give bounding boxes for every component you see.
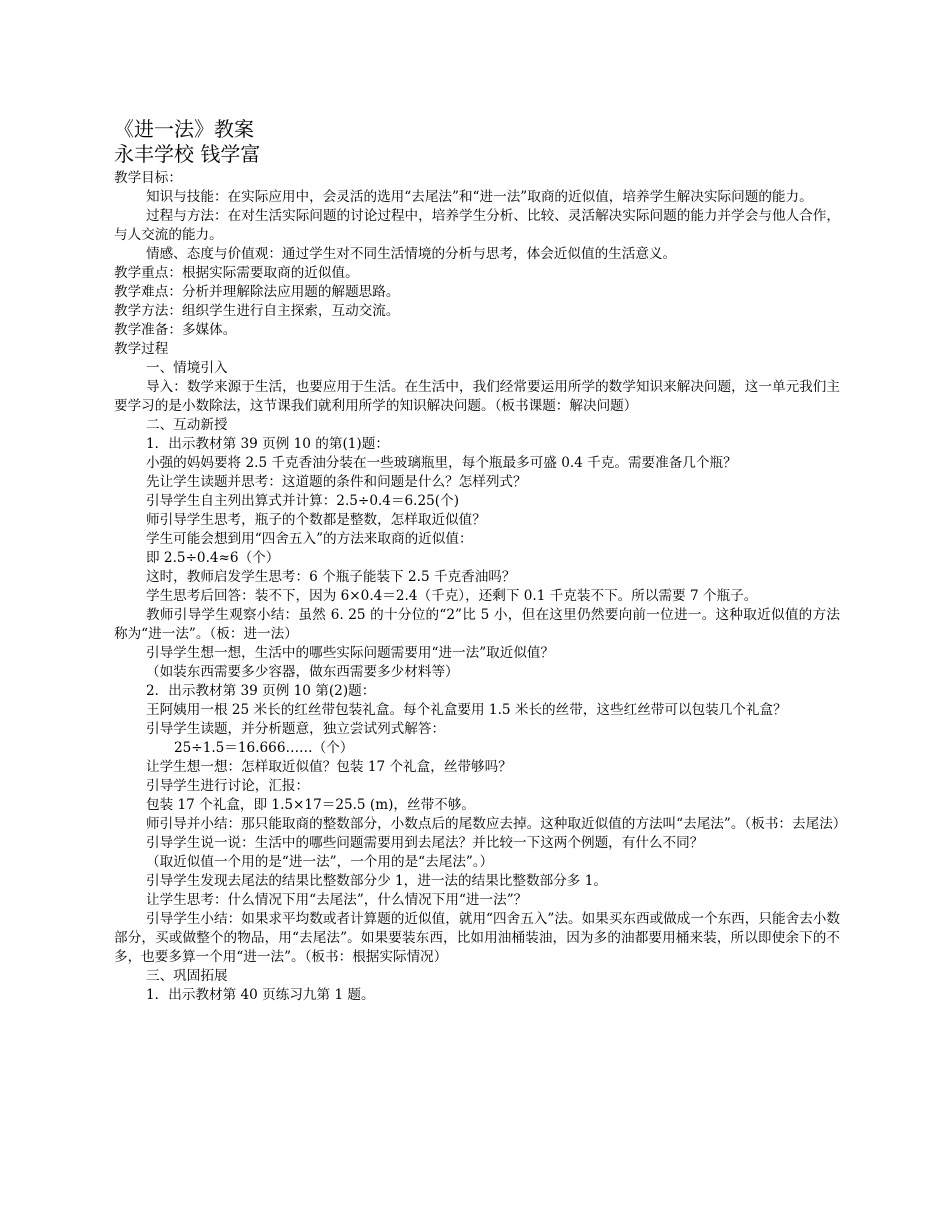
paragraph: 先让学生读题并思考：这道题的条件和问题是什么？怎样列式？: [146, 474, 527, 490]
paragraph: 这时，教师启发学生思考：6 个瓶子能装下 2.5 千克香油吗？: [146, 569, 516, 585]
paragraph: 小强的妈妈要将 2.5 千克香油分装在一些玻璃瓶里，每个瓶最多可盛 0.4 千克。需要准备几个瓶？: [146, 455, 737, 471]
paragraph: 王阿姨用一根 25 米长的红丝带包装礼盒。每个礼盒要用 1.5 米长的丝带，这些红丝带可以包装几个礼盒？: [146, 702, 787, 718]
paragraph: 让学生想一想：怎样取近似值？包装 17 个礼盒，丝带够吗？: [146, 759, 512, 775]
paragraph: 师引导学生思考，瓶子的个数都是整数，怎样取近似值？: [146, 512, 486, 528]
section-heading-objectives: 教学目标：: [114, 170, 182, 186]
paragraph: 引导学生读题，并分析题意，独立尝试列式解答：: [146, 721, 446, 737]
paragraph: 引导学生小结：如果求平均数或者计算题的近似值，就用“四舍五入”法。如果买东西或做成一个东西，只能舍去小数部分，买或做整个的物品，用“去尾法”。如果要装东西，比如用油桶装油，因为多的油都要用桶来装，所以即使余下的不多，也要多算一个用“进一法”。（板书：根据实际情况）: [114, 911, 840, 965]
paragraph: （如装东西需要多少容器，做东西需要多少材料等）: [146, 664, 459, 680]
paragraph: 25÷1.5＝16.666……（个）: [174, 740, 354, 756]
paragraph: 引导学生发现去尾法的结果比整数部分少 1，进一法的结果比整数部分多 1。: [146, 873, 607, 889]
paragraph: 1．出示教材第 39 页例 10 的第(1)题：: [146, 436, 389, 452]
document-author: 永丰学校 钱学富: [114, 142, 261, 166]
paragraph: 教学难点：分析并理解除法应用题的解题思路。: [114, 284, 400, 300]
section-heading: 一、情境引入: [146, 360, 228, 376]
section-heading-process: 教学过程: [114, 341, 169, 357]
paragraph: 教学方法：组织学生进行自主探索，互动交流。: [114, 303, 400, 319]
section-heading: 三、巩固拓展: [146, 968, 228, 984]
paragraph: 知识与技能：在实际应用中，会灵活的选用“去尾法”和“进一法”取商的近似值，培养学生解决实际问题的能力。: [146, 189, 813, 205]
document-page: [114, 117, 847, 1005]
paragraph: （取近似值一个用的是“进一法”，一个用的是“去尾法”。）: [146, 854, 494, 870]
section-heading: 二、互动新授: [146, 417, 228, 433]
paragraph: 情感、态度与价值观：通过学生对不同生活情境的分析与思考，体会近似值的生活意义。: [146, 246, 677, 262]
paragraph: 教师引导学生观察小结：虽然 6. 25 的十分位的“2”比 5 小，但在这里仍然要向前一位进一。这种取近似值的方法称为“进一法”。（板：进一法）: [114, 607, 840, 642]
paragraph: 过程与方法：在对生活实际问题的讨论过程中，培养学生分析、比较、灵活解决实际问题的能力并学会与他人合作，与人交流的能力。: [114, 208, 840, 243]
document-title: 《进一法》教案: [114, 117, 254, 141]
paragraph: 导入：数学来源于生活，也要应用于生活。在生活中，我们经常要运用所学的数学知识来解决问题，这一单元我们主要学习的是小数除法，这节课我们就利用所学的知识解决问题。（板书课题：解决问题）: [114, 379, 840, 414]
paragraph: 引导学生自主列出算式并计算：2.5÷0.4＝6.25(个): [146, 493, 460, 509]
paragraph: 教学准备：多媒体。: [114, 322, 237, 338]
paragraph: 引导学生想一想，生活中的哪些实际问题需要用“进一法”取近似值？: [146, 645, 555, 661]
paragraph: 即 2.5÷0.4≈6（个）: [146, 550, 280, 566]
paragraph: 引导学生说一说：生活中的哪些问题需要用到去尾法？并比较一下这两个例题，有什么不同？: [146, 835, 704, 851]
paragraph: 1．出示教材第 40 页练习九第 1 题。: [146, 987, 375, 1003]
paragraph: 教学重点：根据实际需要取商的近似值。: [114, 265, 359, 281]
paragraph: 师引导并小结：那只能取商的整数部分，小数点后的尾数应去掉。这种取近似值的方法叫“去尾法”。（板书：去尾法）: [146, 816, 847, 832]
paragraph: 让学生思考：什么情况下用“去尾法”，什么情况下用“进一法”？: [146, 892, 528, 908]
paragraph: 学生可能会想到用“四舍五入”的方法来取商的近似值：: [146, 531, 473, 547]
paragraph: 2．出示教材第 39 页例 10 第(2)题：: [146, 683, 376, 699]
paragraph: 包装 17 个礼盒，即 1.5×17＝25.5 (m)，丝带不够。: [146, 797, 475, 813]
paragraph: 学生思考后回答：装不下，因为 6×0.4＝2.4（千克），还剩下 0.1 千克装不下。所以需要 7 个瓶子。: [146, 588, 758, 604]
paragraph: 引导学生进行讨论，汇报：: [146, 778, 310, 794]
